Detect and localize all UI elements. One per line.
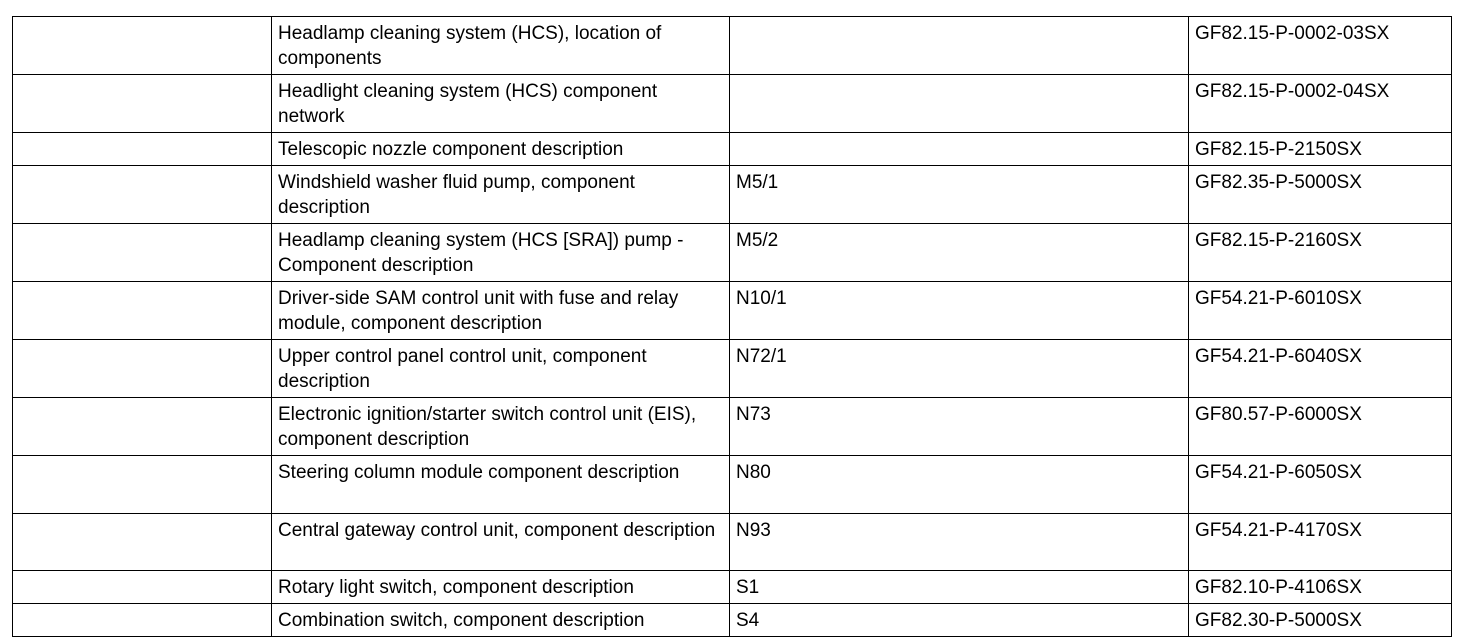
description-cell: Electronic ignition/starter switch control unit (EIS), component description <box>272 398 730 456</box>
code-cell <box>730 133 1189 166</box>
code-cell: S4 <box>730 604 1189 637</box>
document-number-cell: GF82.15-P-0002-04SX <box>1189 75 1452 133</box>
table-row <box>13 340 1452 398</box>
description-cell: Windshield washer fluid pump, component description <box>272 166 730 224</box>
table-row <box>13 604 1452 637</box>
description-cell: Headlamp cleaning system (HCS), location of components <box>272 17 730 75</box>
empty-cell <box>13 282 272 340</box>
empty-cell <box>13 456 272 514</box>
document-number-cell: GF82.10-P-4106SX <box>1189 571 1452 604</box>
document-number-cell: GF82.35-P-5000SX <box>1189 166 1452 224</box>
table-row <box>13 166 1452 224</box>
empty-cell <box>13 398 272 456</box>
document-number-cell: GF54.21-P-6040SX <box>1189 340 1452 398</box>
description-cell: Upper control panel control unit, component description <box>272 340 730 398</box>
table-row <box>13 224 1452 282</box>
document-number-cell: GF54.21-P-4170SX <box>1189 514 1452 571</box>
code-cell <box>730 75 1189 133</box>
code-cell: N73 <box>730 398 1189 456</box>
empty-cell <box>13 224 272 282</box>
description-cell: Rotary light switch, component description <box>272 571 730 604</box>
table-body <box>13 17 1452 637</box>
code-cell: M5/1 <box>730 166 1189 224</box>
description-cell: Driver-side SAM control unit with fuse and relay module, component description <box>272 282 730 340</box>
empty-cell <box>13 133 272 166</box>
document-number-cell: GF82.30-P-5000SX <box>1189 604 1452 637</box>
empty-cell <box>13 340 272 398</box>
component-reference-table <box>12 16 1452 637</box>
table-row <box>13 133 1452 166</box>
document-number-cell: GF82.15-P-2150SX <box>1189 133 1452 166</box>
document-number-cell: GF54.21-P-6050SX <box>1189 456 1452 514</box>
empty-cell <box>13 166 272 224</box>
table-row <box>13 282 1452 340</box>
code-cell: S1 <box>730 571 1189 604</box>
description-cell: Headlamp cleaning system (HCS [SRA]) pump - Component description <box>272 224 730 282</box>
description-cell: Combination switch, component description <box>272 604 730 637</box>
code-cell: N93 <box>730 514 1189 571</box>
empty-cell <box>13 75 272 133</box>
empty-cell <box>13 604 272 637</box>
document-number-cell: GF82.15-P-2160SX <box>1189 224 1452 282</box>
code-cell <box>730 17 1189 75</box>
code-cell: M5/2 <box>730 224 1189 282</box>
table-row <box>13 456 1452 514</box>
description-cell: Headlight cleaning system (HCS) component network <box>272 75 730 133</box>
empty-cell <box>13 571 272 604</box>
table-row <box>13 514 1452 571</box>
table-row <box>13 17 1452 75</box>
table-row <box>13 571 1452 604</box>
code-cell: N72/1 <box>730 340 1189 398</box>
table-row <box>13 75 1452 133</box>
description-cell: Central gateway control unit, component description <box>272 514 730 571</box>
code-cell: N10/1 <box>730 282 1189 340</box>
document-number-cell: GF82.15-P-0002-03SX <box>1189 17 1452 75</box>
code-cell: N80 <box>730 456 1189 514</box>
table-row <box>13 398 1452 456</box>
document-number-cell: GF80.57-P-6000SX <box>1189 398 1452 456</box>
empty-cell <box>13 17 272 75</box>
document-number-cell: GF54.21-P-6010SX <box>1189 282 1452 340</box>
empty-cell <box>13 514 272 571</box>
description-cell: Steering column module component description <box>272 456 730 514</box>
description-cell: Telescopic nozzle component description <box>272 133 730 166</box>
